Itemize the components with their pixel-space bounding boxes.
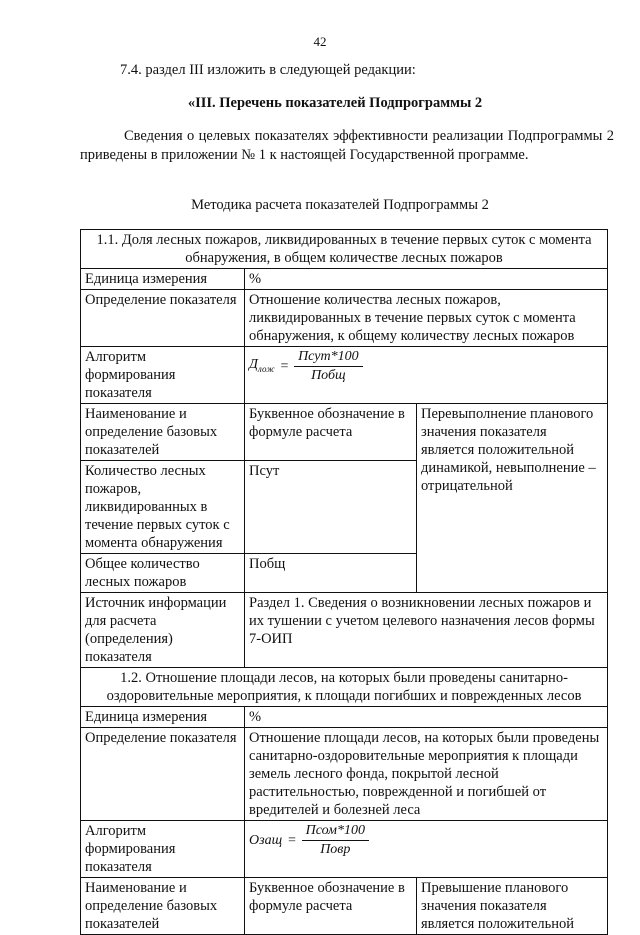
ind1-var1-sym: Псут [245, 461, 417, 554]
ind1-unit-label: Единица измерения [81, 269, 245, 290]
paragraph: Сведения о целевых показателях эффективности реализации Подпрограммы 2 приведены в приложении № 1 к настоящей Государственной программе. [80, 128, 614, 163]
ind1-def-row [81, 290, 608, 347]
ind2-base-label: Наименование и определение базовых показателей [81, 878, 245, 935]
ind1-def-label: Определение показателя [81, 290, 245, 347]
ind1-unit-value: % [245, 269, 608, 290]
ind1-base-label: Наименование и определение базовых показателей [81, 404, 245, 461]
ind1-formula-lhs: Д [249, 356, 258, 372]
ind2-title-row [81, 668, 608, 707]
ind2-note: Превышение планового значения показателя является положительной [417, 878, 608, 935]
ind1-formula [245, 347, 608, 404]
ind2-base-row [81, 878, 608, 935]
ind1-formula-eq: = [279, 358, 290, 374]
ind1-var2-label: Общее количество лесных пожаров [81, 554, 245, 593]
indicators-table [80, 229, 608, 935]
ind1-title: 1.1. Доля лесных пожаров, ликвидированных в течение первых суток с момента обнаружения, в общем количестве лесных пожаров [81, 230, 608, 269]
ind2-formula-eq: = [287, 832, 297, 848]
ind2-def-value: Отношение площади лесов, на которых были проведены санитарно-оздоровительные мероприятия к площади земель лесного фонда, покрытой лесной растительностью, поврежденной и погибшей от вредителей и болезней леса [245, 728, 608, 821]
ind1-alg-row [81, 347, 608, 404]
ind2-def-row [81, 728, 608, 821]
ind1-formula-num: Псут*100 [294, 348, 363, 367]
ind2-title: 1.2. Отношение площади лесов, на которых были проведены санитарно-оздоровительные мероприятия, к площади погибших и поврежденных лесов [81, 668, 608, 707]
intro-line: 7.4. раздел III изложить в следующей редакции: [120, 62, 416, 78]
ind1-src-value: Раздел 1. Сведения о возникновении лесных пожаров и их тушении с учетом целевого назначения лесов формы 7-ОИП [245, 593, 608, 668]
ind1-alg-label: Алгоритм формирования показателя [81, 347, 245, 404]
ind1-formula-sub: лож [257, 363, 275, 374]
ind1-var1-label: Количество лесных пожаров, ликвидированных в течение первых суток с момента обнаружения [81, 461, 245, 554]
ind2-def-label: Определение показателя [81, 728, 245, 821]
ind1-def-value: Отношение количества лесных пожаров, ликвидированных в течение первых суток с момента обнаружения, к общему количеству лесных пожаров [245, 290, 608, 347]
ind1-formula-den: Побщ [311, 368, 346, 383]
page-number: 42 [313, 34, 327, 49]
ind1-src-row [81, 593, 608, 668]
ind2-unit-label: Единица измерения [81, 707, 245, 728]
ind2-formula-num: Псом*100 [302, 822, 369, 841]
ind1-title-row [81, 230, 608, 269]
ind2-alg-row [81, 821, 608, 878]
ind1-base-col: Буквенное обозначение в формуле расчета [245, 404, 417, 461]
ind1-src-label: Источник информации для расчета (определения) показателя [81, 593, 245, 668]
ind2-formula-lhs: Озащ [249, 832, 283, 848]
ind2-formula-den: Повр [320, 842, 351, 857]
ind2-unit-value: % [245, 707, 608, 728]
ind2-formula [245, 821, 608, 878]
ind2-alg-label: Алгоритм формирования показателя [81, 821, 245, 878]
ind1-base-row [81, 404, 608, 461]
ind1-note: Перевыполнение планового значения показателя является положительной динамикой, невыполнение – отрицательной [417, 404, 608, 593]
ind1-var2-sym: Побщ [245, 554, 417, 593]
section-title: «III. Перечень показателей Подпрограммы 2 [187, 95, 483, 111]
ind1-unit-row [81, 269, 608, 290]
ind2-unit-row [81, 707, 608, 728]
ind2-base-col: Буквенное обозначение в формуле расчета [245, 878, 417, 935]
method-title: Методика расчета показателей Подпрограммы 2 [191, 197, 489, 213]
